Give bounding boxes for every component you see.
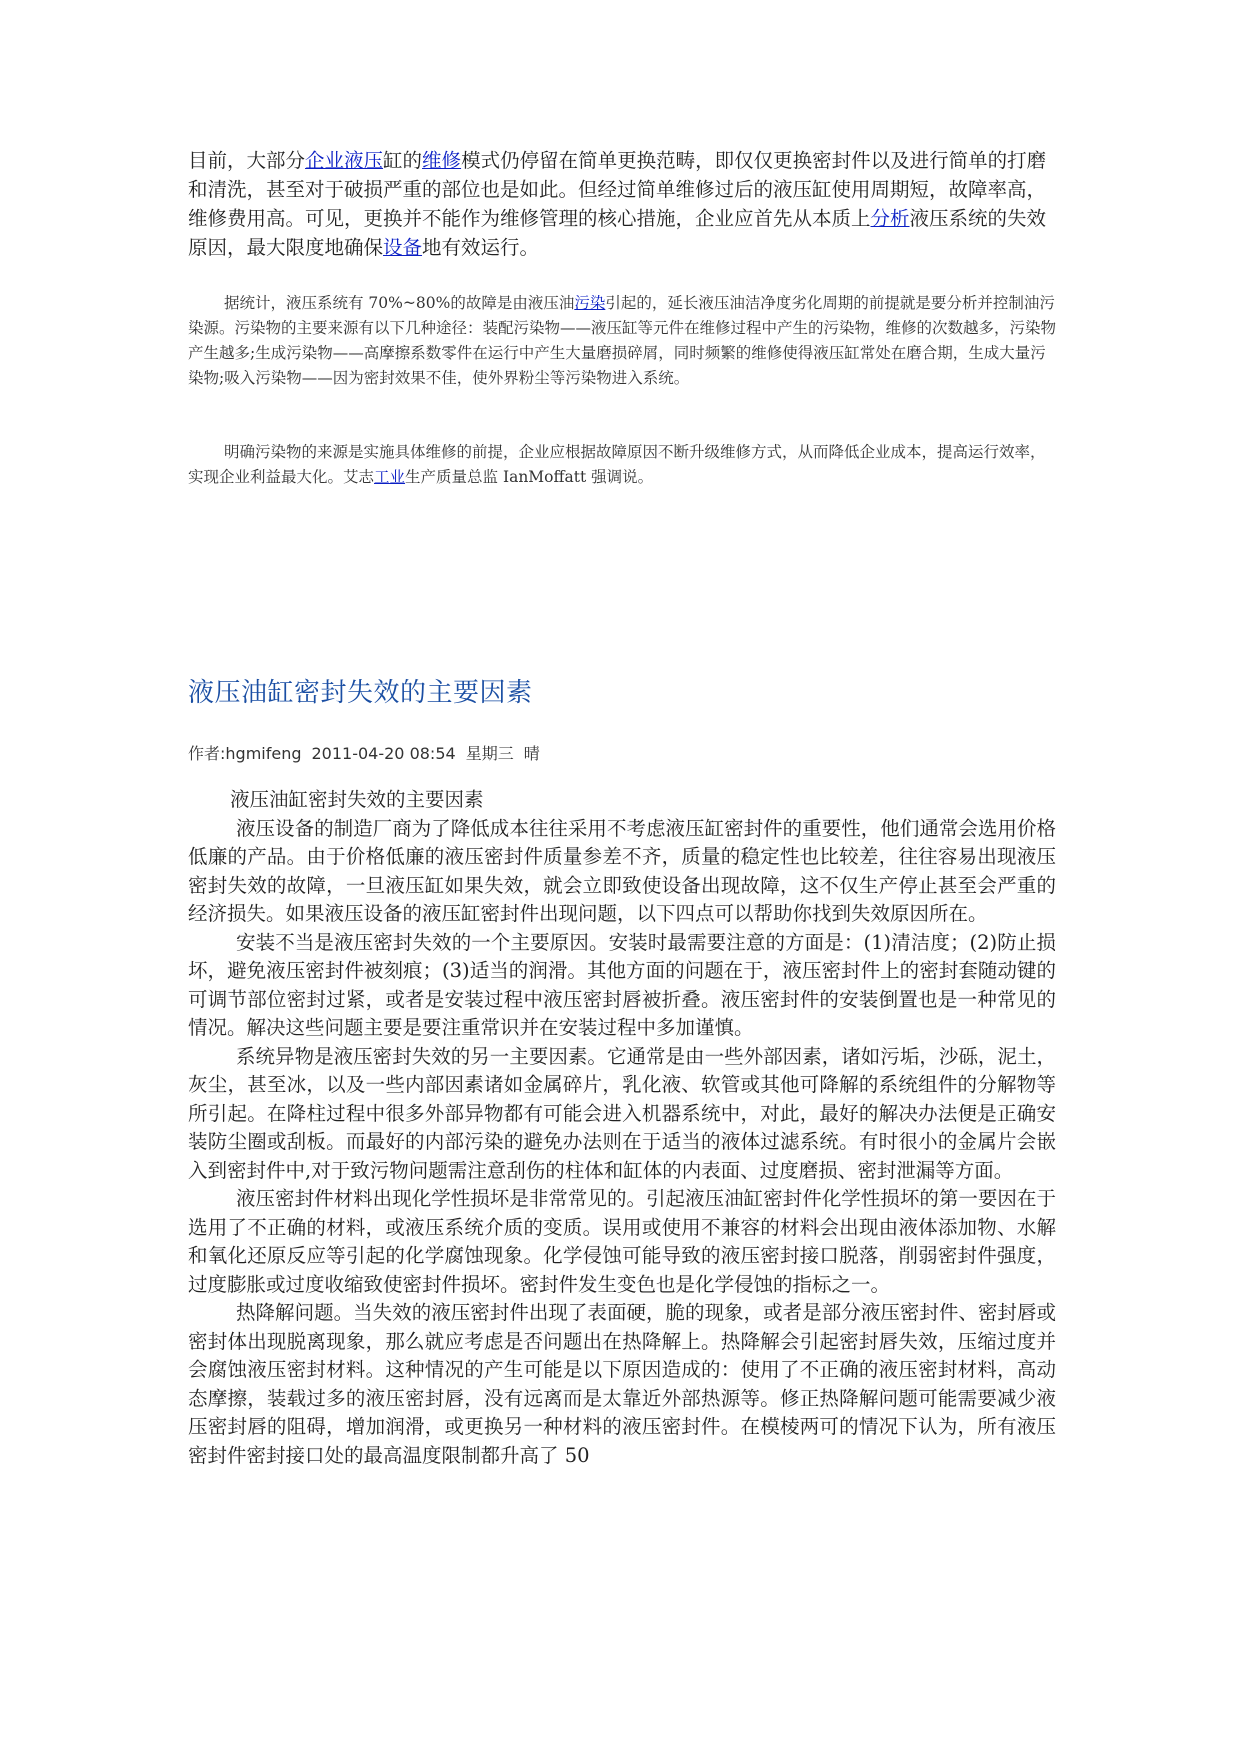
link-analysis[interactable]: 分析 <box>870 207 910 230</box>
meta-weather: 晴 <box>523 744 540 763</box>
link-pollution[interactable]: 污染 <box>574 294 606 312</box>
intro-paragraph-3: 明确污染物的来源是实施具体维修的前提，企业应根据故障原因不断升级维修方式，从而降低企业成本，提高运行效率，实现企业利益最大化。艾志工业生产质量总监 IanMoffatt 强调说。 <box>188 443 1046 486</box>
body-paragraph: 安装不当是液压密封失效的一个主要原因。安装时最需要注意的方面是：(1)清洁度；(2)防止损坏，避免液压密封件被刻痕；(3)适当的润滑。其他方面的问题在于，液压密封件上的密封套随动键的可调节部位密封过紧，或者是安装过程中液压密封唇被折叠。液压密封件的安装倒置也是一种常见的情况。解决这些问题主要是要注重常识并在安装过程中多加谨慎。 <box>188 930 1056 1039</box>
body-paragraph: 热降解问题。当失效的液压密封件出现了表面硬，脆的现象，或者是部分液压密封件、密封唇或密封体出现脱离现象，那么就应考虑是否问题出在热降解上。热降解会引起密封唇失效，压缩过度并会腐蚀液压密封材料。这种情况的产生可能是以下原因造成的：使用了不正确的液压密封材料，高动态摩擦，装载过多的液压密封唇，没有远离而是太靠近外部热源等。修正热降解问题可能需要减少液压密封唇的阻碍，增加润滑，或更换另一种材料的液压密封件。在模棱两可的情况下认为，所有液压密封件密封接口处的最高温度限制都升高了 50 <box>188 1301 1056 1467</box>
intro-paragraph-2: 据统计，液压系统有 70%~80%的故障是由液压油污染引起的，延长液压油洁净度劣化周期的前提就是要分析并控制油污染源。污染物的主要来源有以下几种途径：装配污染物——液压缸等元件在维修过程中产生的污染物，维修的次数越多，污染物产生越多;生成污染物——高摩擦系数零件在运行中产生大量磨损碎屑，同时频繁的维修使得液压缸常处在磨合期，生成大量污染物;吸入污染物——因为密封效果不佳，使外界粉尘等污染物进入系统。 <box>188 294 1057 387</box>
article-body <box>188 786 1056 1470</box>
link-industry[interactable]: 工业 <box>374 468 406 486</box>
article-title[interactable]: 液压油缸密封失效的主要因素 <box>188 678 533 708</box>
body-paragraph: 系统异物是液压密封失效的另一主要因素。它通常是由一些外部因素，诸如污垢，沙砾，泥土，灰尘，甚至冰，以及一些内部因素诸如金属碎片，乳化液、软管或其他可降解的系统组件的分解物等所引起。在降柱过程中很多外部异物都有可能会进入机器系统中，对此，最好的解决办法便是正确安装防尘圈或刮板。而最好的内部污染的避免办法则在于适当的液体过滤系统。有时很小的金属片会嵌入到密封件中,对于致污物问题需注意刮伤的柱体和缸体的内表面、过度磨损、密封泄漏等方面。 <box>188 1044 1056 1182</box>
body-paragraph: 液压密封件材料出现化学性损坏是非常常见的。引起液压油缸密封件化学性损坏的第一要因在于选用了不正确的材料，或液压系统介质的变质。误用或使用不兼容的材料会出现由液体添加物、水解和氧化还原反应等引起的化学腐蚀现象。化学侵蚀可能导致的液压密封接口脱落，削弱密封件强度，过度膨胀或过度收缩致使密封件损坏。密封件发生变色也是化学侵蚀的指标之一。 <box>188 1187 1056 1296</box>
meta-date: 2011-04-20 08:54 <box>311 744 456 763</box>
meta-author: 作者:hgmifeng <box>188 744 302 763</box>
link-maintenance[interactable]: 维修 <box>422 149 462 172</box>
body-paragraph: 液压设备的制造厂商为了降低成本往往采用不考虑液压缸密封件的重要性，他们通常会选用价格低廉的产品。由于价格低廉的液压密封件质量参差不齐，质量的稳定性也比较差，往往容易出现液压密封失效的故障，一旦液压缸如果失效，就会立即致使设备出现故障，这不仅生产停止甚至会严重的经济损失。如果液压设备的液压缸密封件出现问题，以下四点可以帮助你找到失效原因所在。 <box>188 816 1056 925</box>
article-subtitle: 液压油缸密封失效的主要因素 <box>230 788 484 811</box>
intro-paragraph-1: 目前，大部分企业液压缸的维修模式仍停留在简单更换范畴，即仅仅更换密封件以及进行简单的打磨和清洗，甚至对于破损严重的部位也是如此。但经过简单维修过后的液压缸使用周期短，故障率高，维修费用高。可见，更换并不能作为维修管理的核心措施，企业应首先从本质上分析液压系统的失效原因，最大限度地确保设备地有效运行。 <box>188 149 1047 259</box>
link-equipment[interactable]: 设备 <box>383 236 423 259</box>
article-meta <box>188 741 540 764</box>
meta-weekday: 星期三 <box>465 744 514 763</box>
link-enterprise-hydraulic[interactable]: 企业液压 <box>305 149 384 172</box>
